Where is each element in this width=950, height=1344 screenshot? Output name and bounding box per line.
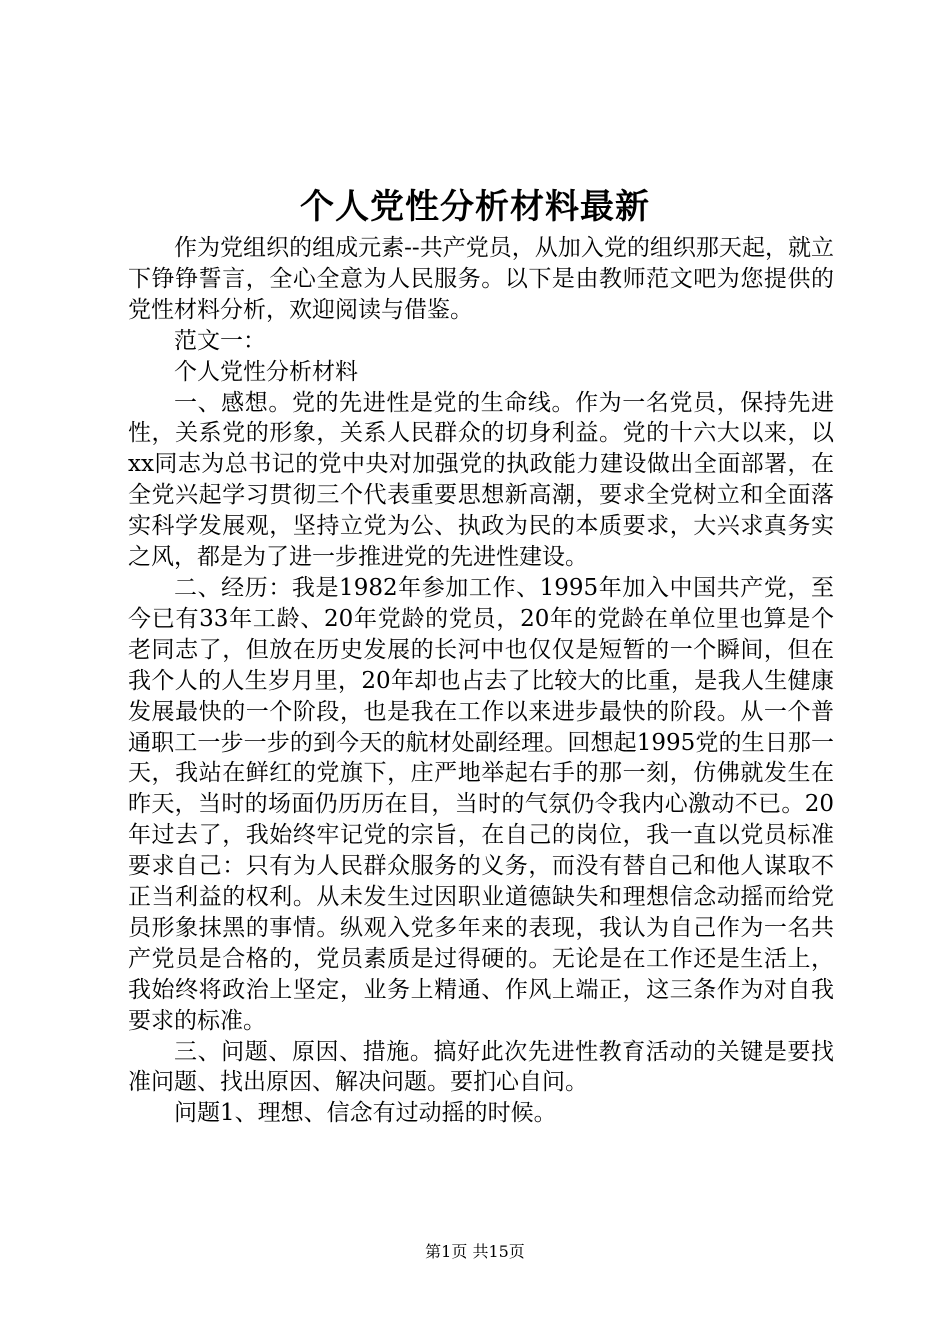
paragraph-sample-label: 范文一： [174, 327, 266, 354]
paragraph-subtitle: 个人党性分析材料 [174, 358, 358, 385]
paragraph-section-two: 二、经历：我是1982年参加工作、1995年加入中国共产党，至今已有33年工龄、20年党龄的党员，20年的党龄在单位里也算是个老同志了，但放在历史发展的长河中也仅仅是短暂的一个瞬间，但在我个人的人生岁月里，20年却也占去了比较大的比重，是我人生健康发展最快的一个阶段，也是我在工作以来进步最快的阶段。从一个普通职工一步一步的到今天的航材处副经理。回想起1995党的生日那一天，我站在鲜红的党旗下，庄严地举起右手的那一刻，仿佛就发生在昨天，当时的场面仍历历在目，当时的气氛仍令我内心激动不已。20年过去了，我始终牢记党的宗旨，在自己的岗位，我一直以党员标准要求自己：只有为人民群众服务的义务，而没有替自己和他人谋取不正当利益的权利。从未发生过因职业道德缺失和理想信念动摇而给党员形象抹黑的事情。纵观入党多年来的表现，我认为自己作为一名共产党员是合格的，党员素质是过得硬的。无论是在工作还是生活上，我始终将政治上坚定，业务上精通、作风上端正，这三条作为对自我要求的标准。 [128, 574, 834, 1034]
paragraph-intro: 作为党组织的组成元素--共产党员，从加入党的组织那天起，就立下铮铮誓言，全心全意为人民服务。以下是由教师范文吧为您提供的党性材料分析，欢迎阅读与借鉴。 [128, 235, 834, 323]
document-title: 个人党性分析材料最新 [300, 187, 650, 227]
page-footer: 第1页 共15页 [425, 1242, 525, 1261]
paragraph-section-three: 三、问题、原因、措施。搞好此次先进性教育活动的关键是要找准问题、找出原因、解决问题。要扪心自问。 [128, 1038, 834, 1096]
document-body [128, 233, 834, 1129]
paragraph-problem-one: 问题1、理想、信念有过动摇的时候。 [174, 1100, 557, 1127]
paragraph-section-one: 一、感想。党的先进性是党的生命线。作为一名党员，保持先进性，关系党的形象，关系人民群众的切身利益。党的十六大以来，以xx同志为总书记的党中央对加强党的执政能力建设做出全面部署，在全党兴起学习贯彻三个代表重要思想新高潮，要求全党树立和全面落实科学发展观，坚持立党为公、执政为民的本质要求，大兴求真务实之风，都是为了进一步推进党的先进性建设。 [128, 389, 834, 571]
